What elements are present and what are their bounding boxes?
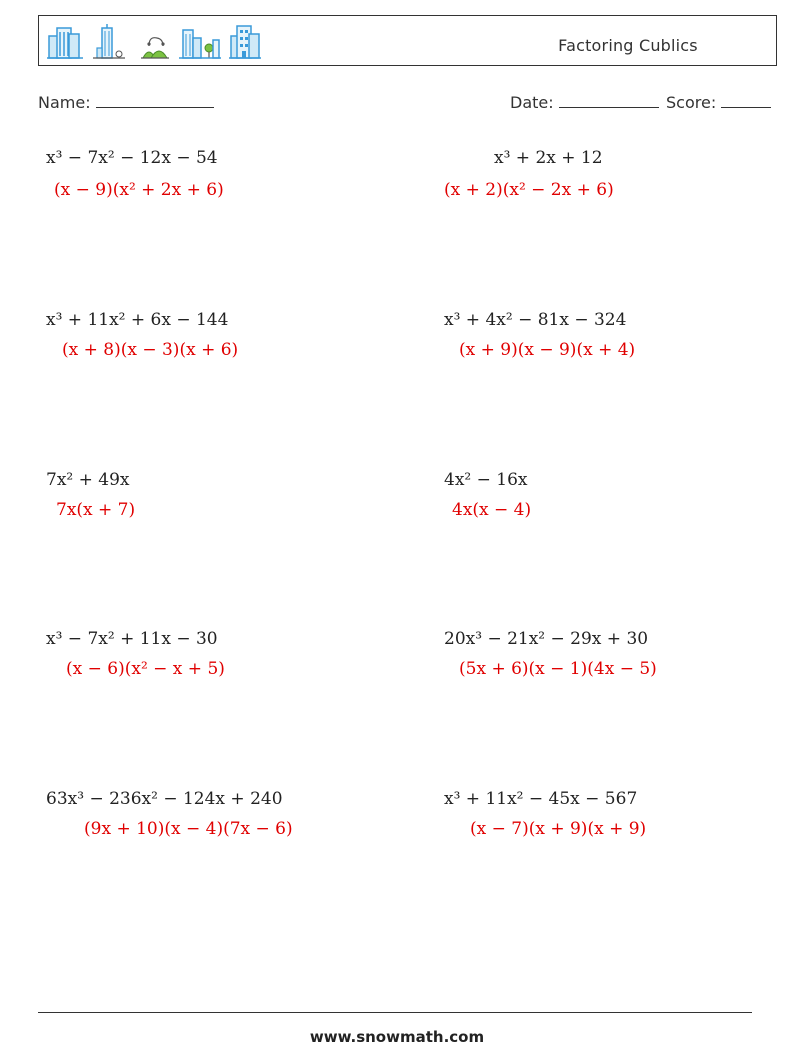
problem-9-question: 63x³ − 236x² − 124x + 240 xyxy=(46,789,283,809)
problem-4-answer: (x + 9)(x − 9)(x + 4) xyxy=(459,340,636,360)
problem-7-question: x³ − 7x² + 11x − 30 xyxy=(46,629,218,649)
city-logo-strip xyxy=(45,22,265,62)
score-label: Score: xyxy=(666,93,717,112)
apartment-building-icon xyxy=(229,26,261,58)
problem-2-answer: (x + 2)(x² − 2x + 6) xyxy=(444,180,614,200)
problem-5-question: 7x² + 49x xyxy=(46,470,130,490)
score-blank-line xyxy=(721,93,771,108)
name-label: Name: xyxy=(38,93,91,112)
office-building-icon xyxy=(47,28,83,58)
city-towers-icon xyxy=(179,30,221,58)
problem-8-answer: (5x + 6)(x − 1)(4x − 5) xyxy=(459,659,657,679)
worksheet-header xyxy=(38,15,777,66)
footer-site-link[interactable]: www.snowmath.com xyxy=(309,1028,485,1046)
skyscraper-icon xyxy=(93,24,125,58)
problem-1-question: x³ − 7x² − 12x − 54 xyxy=(46,148,218,168)
problem-9-answer: (9x + 10)(x − 4)(7x − 6) xyxy=(84,819,293,839)
problem-5-answer: 7x(x + 7) xyxy=(56,500,136,520)
name-blank-line xyxy=(96,93,214,108)
problem-1-answer: (x − 9)(x² + 2x + 6) xyxy=(54,180,224,200)
problem-4-question: x³ + 4x² − 81x − 324 xyxy=(444,310,627,330)
park-trees-icon xyxy=(141,38,169,58)
problem-2-question: x³ + 2x + 12 xyxy=(494,148,603,168)
problem-7-answer: (x − 6)(x² − x + 5) xyxy=(66,659,225,679)
date-blank-line xyxy=(559,93,659,108)
problem-8-question: 20x³ − 21x² − 29x + 30 xyxy=(444,629,649,649)
footer-divider xyxy=(38,1012,752,1013)
worksheet-title: Factoring Cublics xyxy=(558,36,698,55)
problem-10-question: x³ + 11x² − 45x − 567 xyxy=(444,789,638,809)
problem-3-question: x³ + 11x² + 6x − 144 xyxy=(46,310,229,330)
problem-10-answer: (x − 7)(x + 9)(x + 9) xyxy=(470,819,647,839)
problem-6-answer: 4x(x − 4) xyxy=(452,500,532,520)
date-label: Date: xyxy=(510,93,554,112)
problem-3-answer: (x + 8)(x − 3)(x + 6) xyxy=(62,340,239,360)
name-field[interactable] xyxy=(38,93,214,112)
date-field[interactable] xyxy=(510,93,659,112)
problem-6-question: 4x² − 16x xyxy=(444,470,528,490)
score-field[interactable] xyxy=(666,93,771,112)
